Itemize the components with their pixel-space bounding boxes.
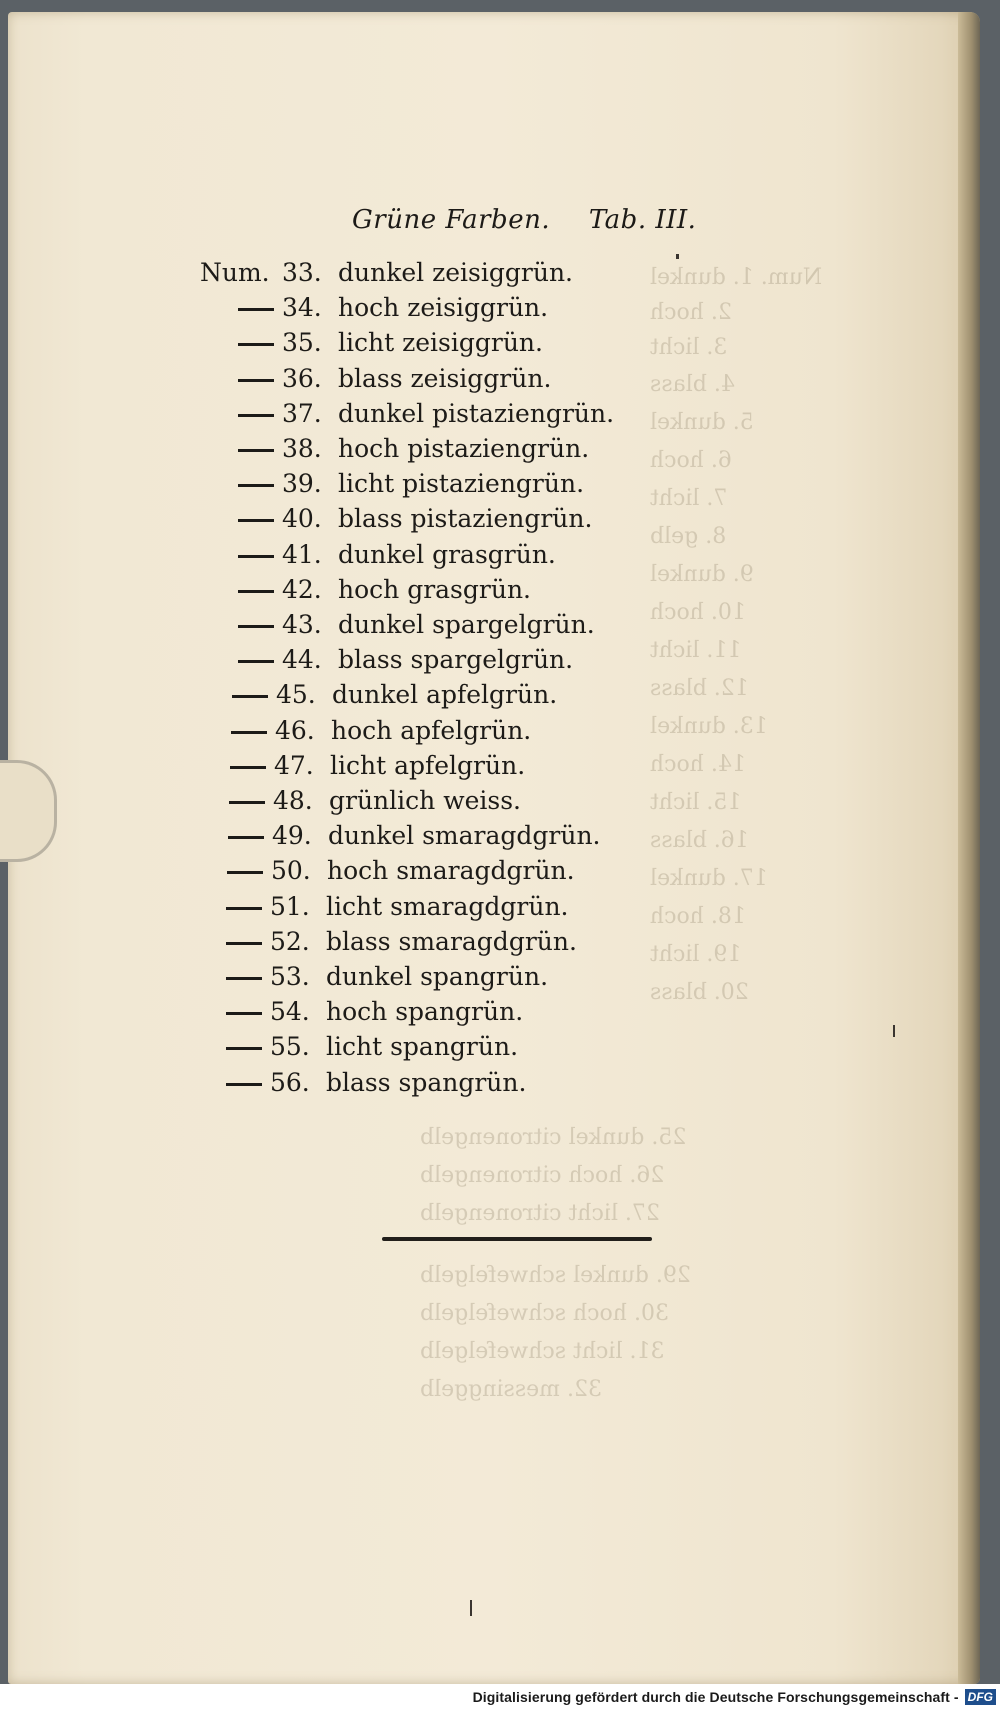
entry-number: 52. [270,926,310,956]
entry-color-name: hoch spangrün. [326,997,524,1027]
entry-number: 43. [282,610,322,639]
entry-number: 41. [282,539,322,569]
dash-mark [238,519,274,522]
closing-rule [382,1237,652,1241]
entry-color-name: licht zeisiggrün. [338,328,543,358]
ditto-dash [200,399,282,428]
ink-speck [893,1025,895,1037]
color-entry [200,575,531,609]
color-entry [188,1068,526,1102]
entry-number: 35. [282,328,322,358]
ditto-dash [200,575,282,604]
color-entry [200,645,573,679]
dash-mark [228,836,264,839]
dash-mark [230,766,266,769]
digitization-footer [0,1684,1000,1709]
entry-number: 53. [270,962,310,991]
entry-number: 39. [282,469,322,499]
ditto-dash [200,434,282,463]
header-title: Grüne Farben. [352,205,551,235]
footer-credit-text: Digitalisierung gefördert durch die Deutsche Forschungsgemeinschaft - [472,1688,959,1705]
color-entry [188,1032,518,1066]
color-entry [200,434,589,468]
header-table-number: Tab. III. [588,205,697,235]
entry-color-name: hoch grasgrün. [338,574,531,604]
ditto-dash [192,751,274,780]
dash-mark [226,1083,262,1086]
dash-mark [226,1047,262,1050]
dash-mark [238,308,274,311]
num-label: Num. [200,258,270,287]
dash-mark [238,449,274,452]
dash-mark [231,731,267,734]
dash-mark [226,977,262,980]
color-entry [200,504,592,538]
page-header [352,205,696,235]
color-entry [191,786,521,820]
color-entry [190,821,601,855]
entry-color-name: hoch zeisiggrün. [338,293,549,323]
entry-number: 42. [282,574,322,604]
entry-color-name: dunkel smaragdgrün. [328,821,601,851]
entry-color-name: grünlich weiss. [329,786,521,815]
entry-number: 48. [273,786,313,815]
entry-color-name: dunkel spargelgrün. [338,610,595,639]
entry-color-name: dunkel pistaziengrün. [338,398,615,428]
ink-speck [676,254,679,259]
entry-number: 56. [270,1067,310,1097]
entry-number: 45. [276,680,316,710]
dash-mark [229,801,265,804]
ditto-dash [200,293,282,322]
entry-number: 37. [282,398,322,428]
color-entry [200,364,551,398]
entry-number: 34. [282,293,322,323]
ditto-dash [189,856,271,885]
dash-mark [232,695,268,698]
dash-mark [226,1012,262,1015]
entry-color-name: blass pistaziengrün. [338,504,593,534]
color-entry [200,399,614,433]
entry-color-name: blass smaragdgrün. [326,926,577,956]
dash-mark [238,414,274,417]
ditto-dash [188,962,270,991]
entry-number: 54. [270,997,310,1027]
page-clasp-mark [0,760,57,862]
entry-color-name: dunkel zeisiggrün. [338,258,573,287]
color-entry [200,540,556,574]
entry-number: 47. [274,750,314,780]
entry-color-name: licht spangrün. [326,1032,519,1062]
color-entry [193,716,531,750]
ditto-dash [188,927,270,956]
ditto-dash [188,997,270,1026]
dash-mark [226,907,262,910]
ditto-dash [200,504,282,533]
color-entry [188,962,548,996]
entry-color-name: licht pistaziengrün. [338,469,585,499]
ditto-dash [200,645,282,674]
entry-color-name: blass spargelgrün. [338,645,574,675]
ditto-dash [193,716,275,745]
ditto-dash [200,610,282,639]
color-entry [188,997,523,1031]
color-entry [194,680,557,714]
entry-color-name: hoch pistaziengrün. [338,434,590,463]
color-entry [188,927,577,961]
entry-number: 55. [270,1032,310,1062]
ditto-dash [191,786,273,815]
dash-mark [226,942,262,945]
entry-color-name: dunkel grasgrün. [338,539,556,569]
bleed-through-text: Num. 1. dunkel 2. hoch 3. licht 4. blass 5. dunkel 6. hoch 7. licht 8. gelb 9. dunkel 10. hoch 11. licht 12. blass 13. dunkel 14. hoch 15. licht 16. blass 17. dunkel 18. hoch 19. licht 20. blass 25. dunkel citronengelb 26. hoch citronengelb 27. licht citronengelb 29. dunkel schwefelgelb 30. hoch schwefelgelb 31. licht schwefelgelb 32. messinggelb [420,265,823,1402]
entry-color-name: licht smaragdgrün. [326,891,569,921]
color-entry [200,328,543,362]
color-entry [200,610,595,644]
entry-color-name: blass spangrün. [326,1067,527,1097]
dash-mark [238,660,274,663]
entry-number: 38. [282,434,322,463]
entry-number: 46. [275,715,315,745]
ditto-dash [200,364,282,393]
color-entry [200,469,584,503]
dash-mark [238,590,274,593]
ditto-dash [200,540,282,569]
ditto-dash [200,328,282,357]
entry-number: 44. [282,645,322,675]
ditto-dash [188,1068,270,1097]
entry-number: 51. [270,891,310,921]
entry-color-name: hoch apfelgrün. [331,715,532,745]
entry-color-name: dunkel spangrün. [326,962,549,991]
entry-number: 36. [282,363,322,393]
dash-mark [227,871,263,874]
entry-number: 49. [272,821,312,851]
entry-color-name: blass zeisiggrün. [338,363,552,393]
entry-number: 33. [282,258,322,287]
ditto-dash [190,821,272,850]
entry-color-name: licht apfelgrün. [330,750,526,780]
color-entry [188,892,569,926]
ditto-dash [194,680,276,709]
dash-mark [238,555,274,558]
color-entry [189,856,575,890]
dfg-logo: DFG [965,1689,996,1705]
entry-number: 50. [271,856,311,886]
color-entry [200,293,548,327]
color-entry [192,751,525,785]
dash-mark [238,625,274,628]
dash-mark [238,484,274,487]
color-entry [200,258,573,292]
ditto-dash [188,892,270,921]
entry-color-name: dunkel apfelgrün. [332,680,558,710]
page-binding-edge [958,12,980,1684]
ink-speck [470,1600,472,1616]
ditto-dash [188,1032,270,1061]
entry-color-name: hoch smaragdgrün. [327,856,575,886]
dash-mark [238,343,274,346]
dash-mark [238,379,274,382]
ditto-dash [200,469,282,498]
entry-number: 40. [282,504,322,534]
